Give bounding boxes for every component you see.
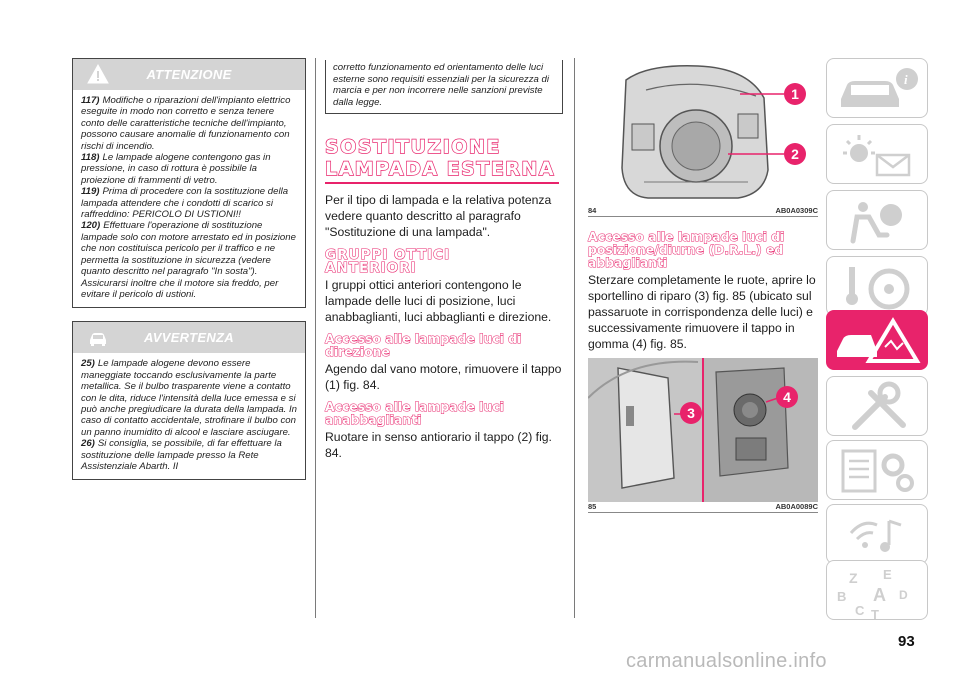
- warning-item: 120) Effettuare l'operazione di sostituzione lampade solo con motore arrestato ed in posizione che non costituisca pericolo per il traffico e ne permetta la sostituzione in sicurezza (vedere quanto descritto nel paragrafo "In sosta"). Assicurarsi inoltre che il motore sia freddo, per evitare il pericolo di ustioni.: [81, 220, 296, 300]
- figure-callout: 2: [784, 143, 806, 165]
- figure-code: AB0A0309C: [775, 206, 818, 215]
- caution-item: 26) Si consiglia, se possibile, di far effettuare la sostituzione delle lampade presso la Rete Assistenziale Abarth. II: [81, 438, 282, 472]
- svg-text:B: B: [837, 589, 847, 604]
- subsection-title: Accesso alle lampade luci anabbaglianti: [325, 399, 504, 428]
- emergency-warning-triangle-icon[interactable]: [826, 310, 928, 370]
- subsection-title: GRUPPI OTTICI ANTERIORI: [325, 247, 451, 277]
- column-divider: [315, 58, 316, 618]
- figure-code: AB0A0089C: [775, 502, 818, 511]
- svg-text:A: A: [873, 585, 886, 605]
- caution-item: 25) Le lampade alogene devono essere maneggiate toccando esclusivamente la parte metallica. Se il bulbo trasparente viene a contatto con le dita, riduce l'intensità della luce emessa e si può anche pregiudicare la durata della lampada. In caso di contatto accidentale, strofinare il bulbo con un panno inumidito di alcool e lasciare asciugare.: [81, 358, 298, 438]
- svg-text:Z: Z: [849, 570, 858, 586]
- figure-number: 84: [588, 206, 597, 215]
- technical-data-gears-icon[interactable]: [826, 440, 928, 500]
- warning-box-header: [73, 59, 305, 90]
- figure-caption: [588, 206, 818, 217]
- right-column: [588, 58, 818, 513]
- warning-triangle-icon: [87, 64, 109, 84]
- figure-caption: [588, 502, 818, 513]
- figure-84: [588, 58, 818, 206]
- subsection-title: Accesso alle lampade luci di posizione/diurne (D.R.L.) ed abbaglianti: [588, 229, 785, 270]
- warning-item: 118) Le lampade alogene contengono gas in pressione, in caso di rottura è possibile la proiezione di frammenti di vetro.: [81, 152, 271, 186]
- warning-item: 117) Modifiche o riparazioni dell'impianto elettrico eseguite in modo non corretto e senza tenere conto delle caratteristiche tecniche dell'impianto, possono causare anomalie di funzionamento con rischi di incendio.: [81, 95, 291, 152]
- watermark: carmanualsonline.info: [626, 650, 827, 672]
- warning-box-title: ATTENZIONE: [146, 67, 232, 82]
- svg-text:i: i: [904, 72, 908, 87]
- section-intro: Per il tipo di lampada e la relativa potenza vedere quanto descritto al paragrafo "Sostituzione di una lampada".: [325, 193, 552, 240]
- subsection-text: Agendo dal vano motore, rimuovere il tappo (1) fig. 84.: [325, 362, 562, 393]
- key-steering-wheel-icon[interactable]: [826, 256, 928, 316]
- subsection-text: Ruotare in senso antiorario il tappo (2) fig. 84.: [325, 430, 552, 461]
- caution-box-title: AVVERTENZA: [144, 330, 234, 346]
- svg-text:E: E: [883, 567, 892, 582]
- svg-text:D: D: [899, 588, 908, 602]
- page-number: 93: [898, 633, 915, 650]
- section-title: SOSTITUZIONE LAMPADA ESTERNA: [325, 136, 556, 181]
- caution-box: [72, 321, 306, 480]
- multimedia-icon[interactable]: [826, 504, 928, 564]
- figure-number: 85: [588, 502, 597, 511]
- caution-box-header: [73, 322, 305, 353]
- warning-item: 119) Prima di procedere con la sostituzione della lampada attendere che i condotti di scarico si raffreddino: PERICOLO DI USTIONI!!: [81, 186, 289, 221]
- subsection-title: Accesso alle lampade luci di direzione: [325, 331, 522, 360]
- warning-lights-message-icon[interactable]: [826, 124, 928, 184]
- car-caution-icon: [87, 327, 109, 347]
- subsection-text: Sterzare completamente le ruote, aprire lo sportellino di riparo (3) fig. 85 (ubicato sul passaruote in corrispondenza delle luci) e successivamente rimuovere il tappo in gomma (4) fig. 85.: [588, 273, 816, 351]
- wheel-arch-illustration: [588, 358, 818, 502]
- left-column: [72, 58, 306, 480]
- figure-callout: 4: [776, 386, 798, 408]
- svg-text:C: C: [855, 603, 865, 618]
- continued-warning-box: corretto funzionamento ed orientamento delle luci esterne sono requisiti essenziali per la sicurezza di marcia e per non incorrere nelle sanzioni previste dalla legge.: [325, 60, 563, 114]
- warning-box-body: [73, 90, 305, 307]
- middle-column: [325, 60, 563, 461]
- headlamp-rear-illustration: [588, 58, 818, 206]
- warning-box: [72, 58, 306, 308]
- column-divider: [574, 58, 575, 618]
- alphabetical-index-icon[interactable]: [826, 560, 928, 620]
- figure-callout: 3: [680, 402, 702, 424]
- figure-85: [588, 358, 818, 502]
- svg-text:T: T: [871, 607, 879, 621]
- airbag-safety-icon[interactable]: [826, 190, 928, 250]
- section-title-rule: [325, 182, 559, 184]
- subsection-text: I gruppi ottici anteriori contengono le lampade delle luci di posizione, luci anabbaglianti, luci abbaglianti e direzione.: [325, 278, 552, 325]
- maintenance-wrench-icon[interactable]: [826, 376, 928, 436]
- caution-box-body: [73, 353, 305, 479]
- car-info-icon[interactable]: [826, 58, 928, 118]
- figure-callout: 1: [784, 83, 806, 105]
